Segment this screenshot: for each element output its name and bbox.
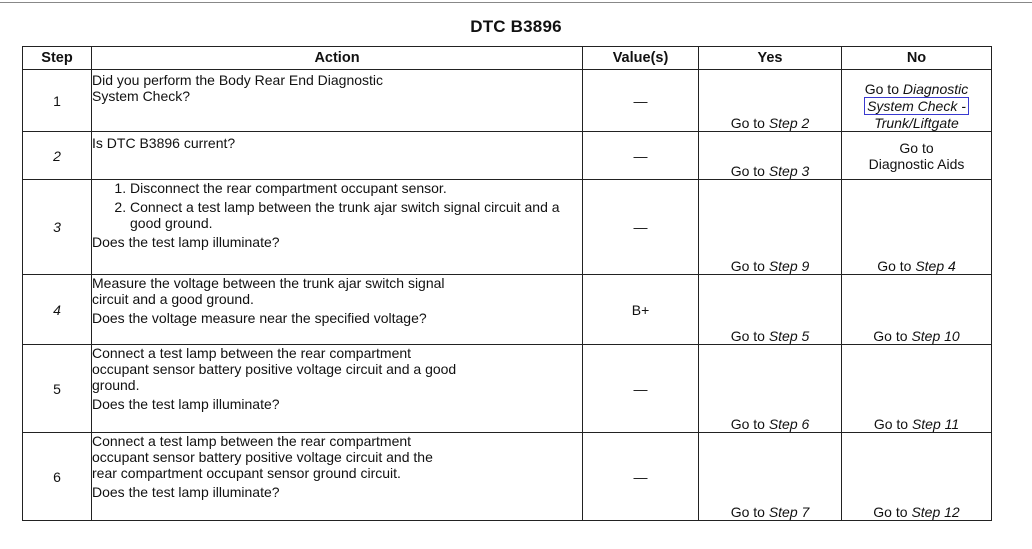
action-line: Connect a test lamp between the rear compartment [92,433,412,449]
step-number: 2 [23,132,92,180]
yes-step-link[interactable]: Step 3 [768,163,810,179]
no-prefix: Go to [877,258,916,274]
no-cell [842,433,992,521]
no-step-link[interactable]: Step 10 [911,328,960,344]
yes-cell [699,275,842,345]
header-values: Value(s) [583,47,699,70]
action-cell [92,132,583,180]
action-line: Is DTC B3896 current? [92,135,236,151]
action-line: Did you perform the Body Rear End Diagnostic [92,72,384,88]
yes-prefix: Go to [730,115,769,131]
top-rule [0,2,1032,3]
table-header-row [23,47,992,70]
value-cell: — [583,180,699,275]
action-line: occupant sensor battery positive voltage circuit and a good [92,361,457,377]
no-step-link[interactable]: Step 12 [911,504,960,520]
step-number: 4 [23,275,92,345]
action-question: Does the test lamp illuminate? [92,484,280,500]
yes-prefix: Go to [730,416,769,432]
header-step: Step [23,47,92,70]
no-prefix: Go to [864,81,903,97]
no-cell [842,70,992,132]
step-number: 5 [23,345,92,433]
no-cell [842,132,992,180]
action-line: System Check? [92,88,191,104]
yes-prefix: Go to [730,163,769,179]
no-step-link[interactable]: Step 4 [915,258,956,274]
table-row [23,70,992,132]
yes-step-link[interactable]: Step 2 [768,115,810,131]
action-line: occupant sensor battery positive voltage circuit and the [92,449,433,465]
header-yes: Yes [699,47,842,70]
list-item: 2. Connect a test lamp between the trunk ajar switch signal circuit and a good ground. [130,199,582,231]
diagnostic-table [22,46,992,521]
no-link-part[interactable]: Diagnostic [902,81,969,97]
action-cell [92,70,583,132]
yes-step-link[interactable]: Step 6 [768,416,810,432]
no-prefix: Go to [873,328,912,344]
no-cell [842,275,992,345]
action-cell [92,180,583,275]
header-no: No [842,47,992,70]
value-cell: — [583,345,699,433]
action-line: Connect a test lamp between the rear compartment [92,345,412,361]
value-cell: — [583,433,699,521]
action-cell [92,275,583,345]
value-cell: — [583,132,699,180]
page-title: DTC B3896 [470,17,562,36]
yes-prefix: Go to [730,258,769,274]
yes-cell [699,345,842,433]
yes-step-link[interactable]: Step 9 [768,258,810,274]
yes-cell [699,70,842,132]
action-line: circuit and a good ground. [92,291,254,307]
header-action: Action [92,47,583,70]
yes-prefix: Go to [730,504,769,520]
action-line: Measure the voltage between the trunk ajar switch signal [92,275,445,291]
no-prefix: Go to [873,504,912,520]
list-item: 1. Disconnect the rear compartment occupant sensor. [130,180,582,196]
action-question: Does the test lamp illuminate? [92,234,280,250]
value-cell: B+ [583,275,699,345]
action-line: ground. [92,377,140,393]
system-check-link[interactable]: System Check - [864,97,969,115]
yes-cell [699,180,842,275]
no-cell [842,345,992,433]
action-question: Does the test lamp illuminate? [92,396,280,412]
action-line: rear compartment occupant sensor ground circuit. [92,465,401,481]
diagnostic-aids-link[interactable]: Diagnostic Aids [868,155,965,172]
yes-prefix: Go to [730,328,769,344]
procedure-list [92,180,582,231]
table-row [23,180,992,275]
yes-cell [699,132,842,180]
table-row [23,132,992,180]
no-line [842,81,991,97]
no-step-link[interactable]: Step 11 [911,416,960,432]
no-line: Go to [899,139,934,156]
step-number: 6 [23,433,92,521]
no-prefix: Go to [873,416,912,432]
action-cell [92,433,583,521]
yes-cell [699,433,842,521]
action-cell [92,345,583,433]
no-link-part[interactable]: Trunk/Liftgate [874,115,959,131]
step-number: 1 [23,70,92,132]
yes-step-link[interactable]: Step 5 [768,328,810,344]
step-number: 3 [23,180,92,275]
yes-step-link[interactable]: Step 7 [768,504,810,520]
value-cell: — [583,70,699,132]
table-row [23,345,992,433]
table-row [23,433,992,521]
table-row [23,275,992,345]
action-question: Does the voltage measure near the specified voltage? [92,310,427,326]
no-cell [842,180,992,275]
